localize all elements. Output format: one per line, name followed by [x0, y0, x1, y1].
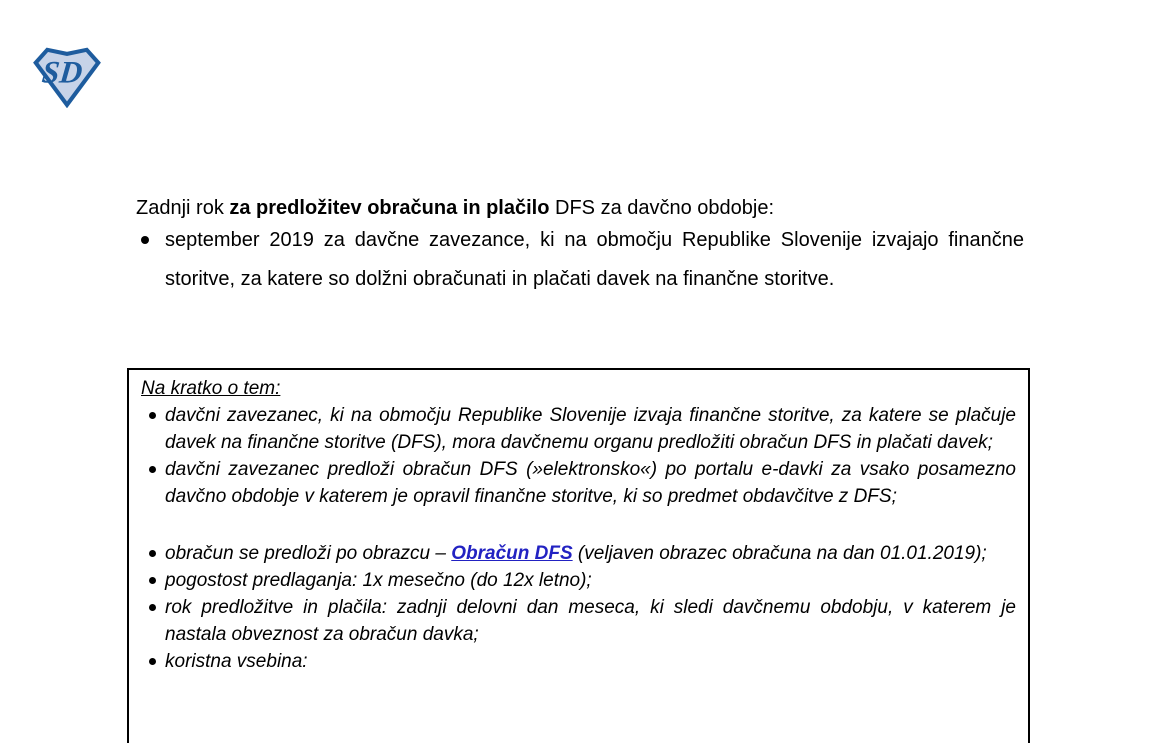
- box-bullet-item: [141, 402, 1016, 456]
- box-bullet-text: pogostost predlaganja: 1x mesečno (do 12x letno);: [165, 570, 592, 591]
- obracun-dfs-link[interactable]: Obračun DFS: [451, 543, 573, 564]
- box-bullet-item: [141, 456, 1016, 510]
- bullet-icon: [149, 577, 156, 584]
- box-bullet-item: [141, 594, 1016, 648]
- sd-shield-logo-icon: [33, 46, 101, 108]
- bullet-icon: [149, 604, 156, 611]
- logo-letters: SD: [40, 54, 85, 90]
- box-heading: Na kratko o tem:: [141, 378, 281, 399]
- intro-sentence: [136, 196, 1026, 221]
- box-bullet-text: rok predložitve in plačila: zadnji delovni dan meseca, ki sledi davčnemu obdobju, v katerem je nastala obveznost za obračun davka;: [165, 597, 1016, 645]
- box-bullet-item: [141, 567, 1016, 594]
- intro-regular-1: Zadnji rok: [136, 197, 230, 219]
- deadline-bullet-text: september 2019 za davčne zavezance, ki na območju Republike Slovenije izvajajo finančne storitve, za katere so dolžni obračunati in plačati davek na finančne storitve.: [165, 229, 1024, 290]
- box-bullet-item: [141, 648, 1016, 675]
- intro-bold: za predložitev obračuna in plačilo: [229, 197, 550, 219]
- intro-regular-2: DFS za davčno obdobje:: [549, 197, 775, 219]
- box-bullet-text: koristna vsebina:: [165, 651, 308, 672]
- bullet-icon: [149, 658, 156, 665]
- summary-box: [127, 368, 1030, 743]
- box-bullet-text-after-link: (veljaven obrazec obračuna na dan 01.01.2019);: [572, 543, 987, 564]
- bullet-icon: [149, 550, 156, 557]
- box-bullet-item-with-link: [141, 540, 1016, 567]
- deadline-bullet-item: [136, 221, 1024, 298]
- bullet-icon: [149, 412, 156, 419]
- bullet-icon: [141, 236, 149, 244]
- box-bullet-text-before-link: obračun se predloži po obrazcu –: [165, 543, 452, 564]
- bullet-icon: [149, 466, 156, 473]
- box-bullet-text: davčni zavezanec, ki na območju Republike Slovenije izvaja finančne storitve, za katere se plačuje davek na finančne storitve (DFS), mora davčnemu organu predložiti obračun DFS in plačati davek;: [165, 405, 1016, 453]
- box-bullet-text: davčni zavezanec predloži obračun DFS (»elektronsko«) po portalu e-davki za vsako posamezno davčno obdobje v katerem je opravil finančne storitve, ki so predmet obdavčitve z DFS;: [165, 459, 1016, 507]
